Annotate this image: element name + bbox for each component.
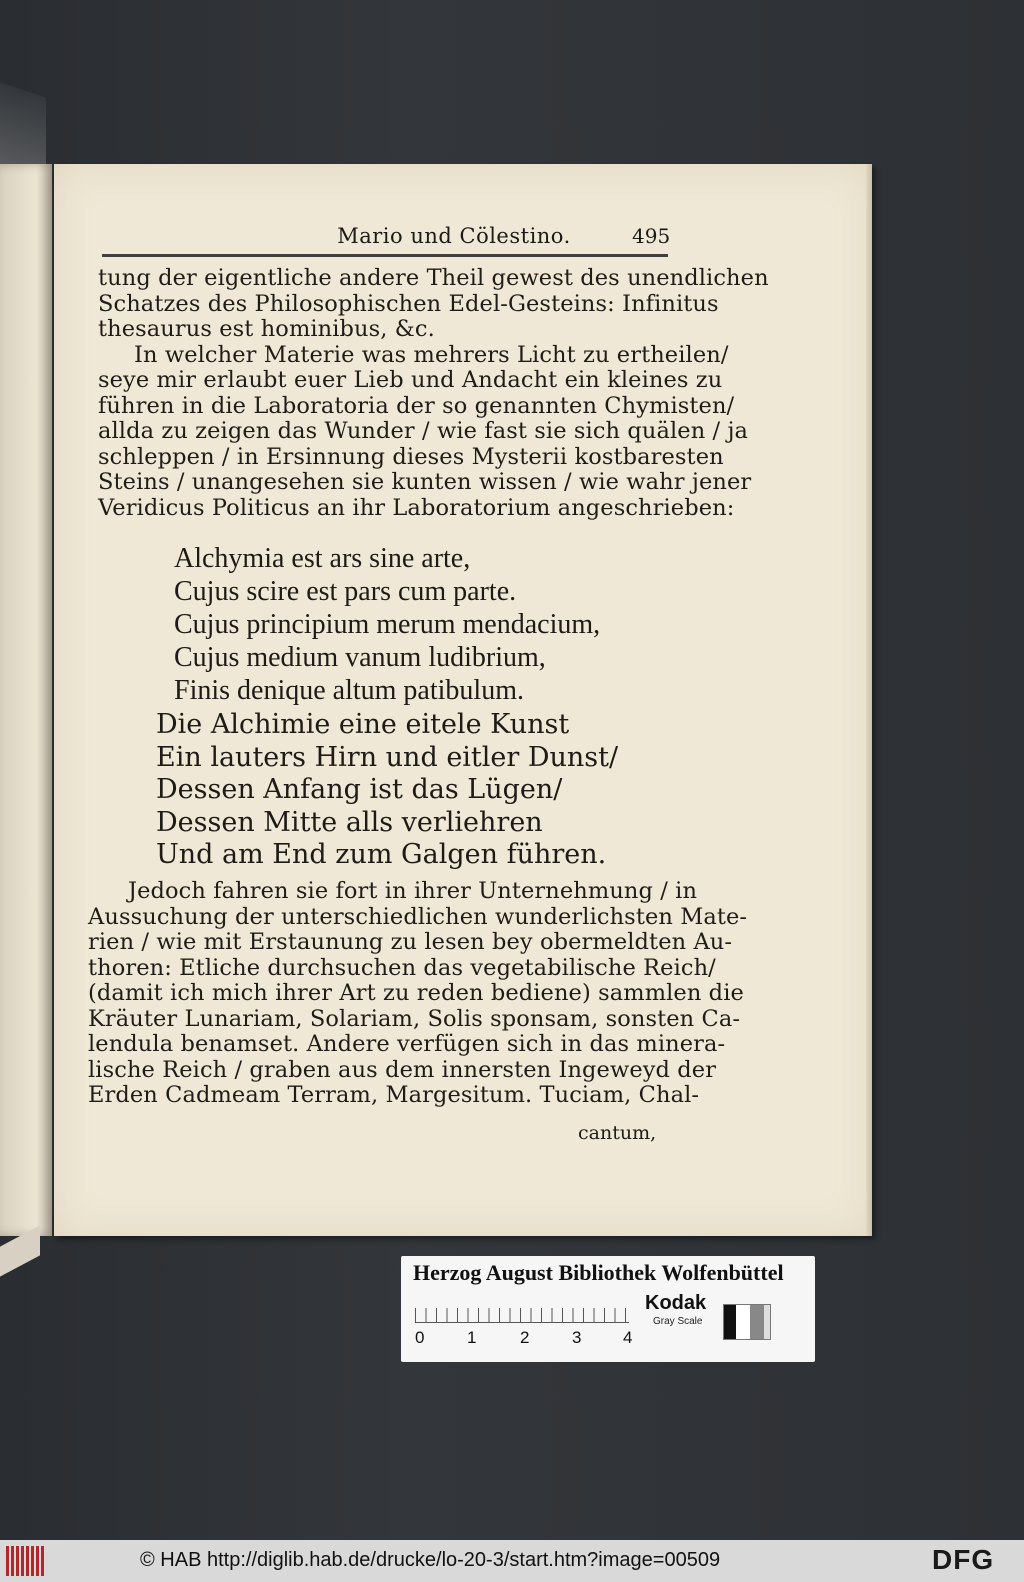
catchword: cantum, [578, 1122, 657, 1144]
verse-line: Finis denique altum patibulum. [174, 675, 524, 706]
text-line: allda zu zeigen das Wunder / wie fast sie sich quälen / ja [98, 418, 749, 444]
verse-line: Cujus medium vanum ludibrium, [174, 642, 546, 673]
verse-line: Ein lauters Hirn und eitler Dunst/ [156, 741, 619, 773]
footer-bar [0, 1540, 1024, 1582]
verse-line: Alchymia est ars sine arte, [174, 543, 471, 574]
ruler-number: 2 [520, 1328, 530, 1347]
prose-block-2 [88, 878, 748, 1109]
verse-line: Dessen Anfang ist das Lügen/ [156, 774, 563, 805]
library-color-scale-label [401, 1256, 815, 1362]
header-rule [102, 254, 668, 257]
german-verse [156, 709, 676, 872]
text-line: thoren: Etliche durchsuchen das vegetabilische Reich/ [88, 954, 716, 981]
library-name: Herzog August Bibliothek Wolfenbüttel [413, 1260, 784, 1285]
ruler-number: 1 [467, 1328, 477, 1347]
facing-page-edge [0, 164, 52, 1236]
ruler-number: 4 [623, 1328, 633, 1347]
text-line: Erden Cadmeam Terram, Margesitum. Tuciam, Chal- [88, 1082, 700, 1108]
dfg-logo: DFG [932, 1544, 995, 1575]
text-line: Veridicus Politicus an ihr Laboratorium angeschrieben: [98, 494, 735, 521]
text-line: schleppen / in Ersinnung dieses Mysterii kostbaresten [98, 443, 724, 470]
kodak-logo-text: Kodak [645, 1292, 707, 1314]
verse-line: Cujus principium merum mendacium, [174, 609, 601, 640]
ruler-number: 0 [415, 1328, 425, 1347]
text-line: (damit ich mich ihrer Art zu reden bediene) sammlen die [88, 980, 744, 1006]
verse-line: Und am End zum Galgen führen. [156, 839, 607, 870]
ruler-numbers [411, 1328, 641, 1352]
text-line: Kräuter Lunariam, Solariam, Solis sponsam, sonsten Ca- [88, 1005, 741, 1032]
text-line: Jedoch fahren sie fort in ihrer Unternehmung / in [128, 878, 698, 904]
page-number: 495 [632, 224, 671, 248]
verse-line: Die Alchimie eine eitele Kunst [156, 709, 570, 740]
text-line: führen in die Laboratoria der so genannten Chymisten/ [98, 392, 735, 419]
text-line: thesaurus est hominibus, &c. [98, 316, 435, 342]
prose-block-1 [98, 265, 769, 521]
book-page [54, 164, 872, 1236]
footer-credit-link[interactable]: © HAB http://diglib.hab.de/drucke/lo-20-3/start.htm?image=00509 [140, 1549, 721, 1571]
text-line: Aussuchung der unterschiedlichen wunderlichsten Mate- [88, 903, 748, 930]
gray-scale-patch [723, 1304, 771, 1340]
verse-line: Dessen Mitte alls verliehren [156, 806, 543, 838]
latin-verse [174, 542, 694, 707]
text-line: lische Reich / graben aus dem innersten Ingeweyd der [88, 1056, 717, 1083]
text-line: seye mir erlaubt euer Lieb und Andacht ein kleines zu [98, 367, 723, 393]
hab-logo-icon [6, 1546, 44, 1576]
running-head: Mario und Cölestino. [337, 224, 571, 248]
text-line: Schatzes des Philosophischen Edel-Gesteins: Infinitus [98, 290, 719, 317]
ruler-number: 3 [572, 1328, 582, 1347]
text-line: rien / wie mit Erstaunung zu lesen bey obermeldten Au- [88, 929, 733, 955]
cm-ruler [415, 1296, 629, 1323]
text-line: tung der eigentliche andere Theil gewest des unendlichen [98, 265, 769, 291]
text-line: Steins / unangesehen sie kunten wissen / wie wahr jener [98, 469, 752, 495]
text-line: In welcher Materie was mehrers Licht zu ertheilen/ [134, 341, 729, 368]
text-line: lendula benamset. Andere verfügen sich in das minera- [88, 1031, 726, 1057]
verse-line: Cujus scire est pars cum parte. [174, 576, 517, 607]
gray-scale-caption: Gray Scale [653, 1316, 703, 1327]
